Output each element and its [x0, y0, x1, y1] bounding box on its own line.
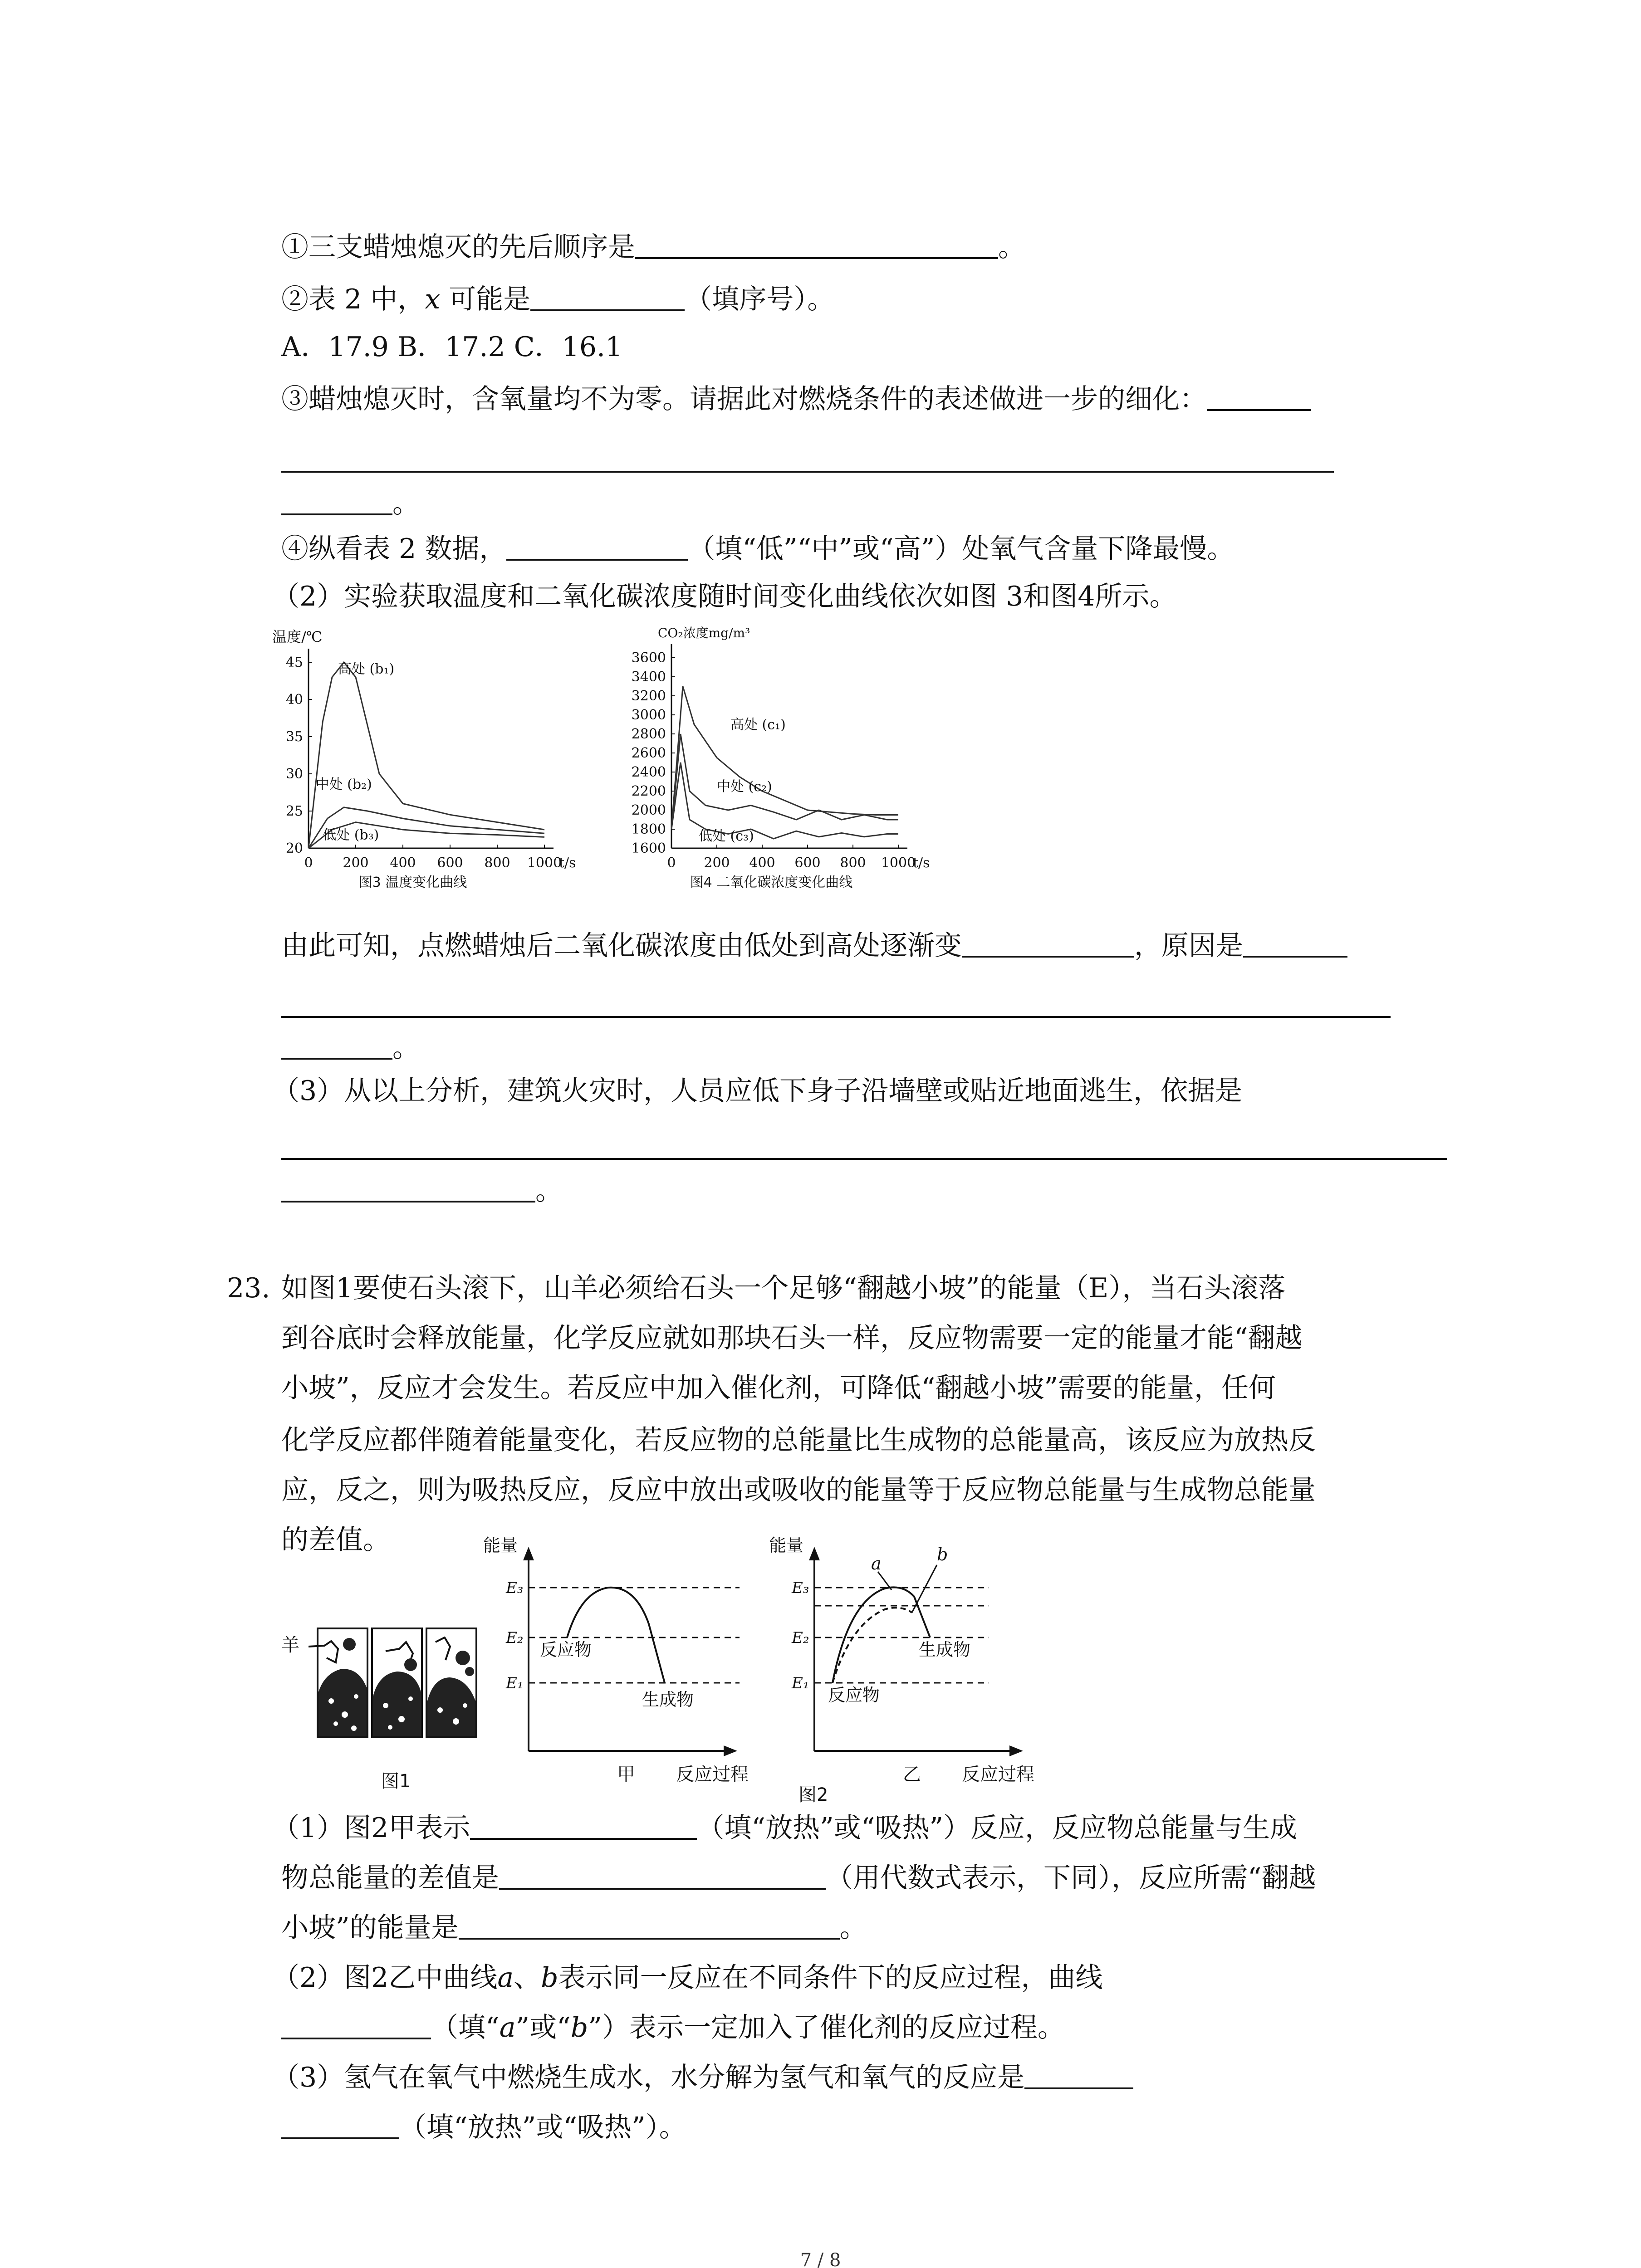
q22-part2-blank-2[interactable]	[1243, 930, 1347, 958]
jia-ylabel: 能量	[483, 1535, 518, 1555]
q22-item1-text: ①三支蜡烛熄灭的先后顺序是	[281, 231, 635, 263]
yi-ylabel: 能量	[769, 1535, 804, 1555]
y-tick-label: 2000	[631, 802, 666, 818]
figure-1	[281, 1624, 490, 1805]
q22-part3-blank-2[interactable]	[281, 1175, 535, 1202]
q22-item4	[281, 531, 1234, 567]
q22-part3-tail	[281, 1173, 563, 1209]
goat-rock-panel-1	[309, 1628, 367, 1737]
x-tick-label: 1000	[881, 855, 916, 871]
jia-e2: E₂	[506, 1629, 524, 1647]
q22-item2-blank[interactable]	[530, 284, 685, 311]
q22-part2-blank-3[interactable]	[281, 1016, 1391, 1018]
y-tick-label: 3600	[631, 650, 666, 666]
q22-item3	[281, 381, 1311, 417]
series-label-3: 低处 (c₃)	[699, 828, 754, 845]
y-tick-label: 20	[285, 841, 303, 856]
x-tick-label: 200	[343, 855, 369, 871]
q23-p1-b: （填“放热”或“吸热”）反应，反应物总能量与生成	[697, 1812, 1298, 1844]
q22-item4-text: ④纵看表 2 数据，	[281, 533, 507, 565]
chart-title: 图4 二氧化碳浓度变化曲线	[690, 875, 853, 890]
q23-p2-blank[interactable]	[281, 2012, 431, 2039]
q23-p1-f: 。	[839, 1912, 867, 1944]
series-label-1: 高处 (b₁)	[338, 661, 395, 677]
goat-rock-panel-2	[372, 1628, 422, 1737]
figure-2-caption: 图2	[798, 1784, 828, 1805]
q22-item1	[281, 229, 1025, 265]
x-tick-label: 1000	[527, 855, 562, 871]
x-tick-label: 0	[667, 855, 676, 871]
q23-p3-a: （3）氢气在氧气中燃烧生成水，水分解为氢气和氧气的反应是	[272, 2062, 1025, 2093]
q22-part2: （2）实验获取温度和二氧化碳浓度随时间变化曲线依次如图 3和图4所示。	[272, 581, 1177, 612]
y-tick-label: 45	[285, 655, 303, 670]
series-label-1: 高处 (c₁)	[730, 717, 786, 733]
x-tick-label: 400	[390, 855, 416, 871]
yi-e3: E₃	[792, 1579, 809, 1597]
q23-p2-c: （填“	[431, 2012, 500, 2043]
q23-p2-a: （2）图2乙中曲线	[272, 1962, 498, 1994]
jia-e1: E₁	[506, 1674, 524, 1692]
y-tick-label: 30	[285, 766, 303, 782]
q23-p1-line1	[272, 1810, 1297, 1846]
q22-item3-blank-3[interactable]	[281, 488, 392, 515]
page-number: 7 / 8	[800, 2250, 841, 2268]
y-tick-label: 25	[285, 803, 303, 819]
x-tick-label: 800	[484, 855, 510, 871]
q22-part3-blank-1[interactable]	[281, 1158, 1447, 1160]
q23-para-6: 的差值。	[281, 1524, 390, 1556]
jia-curve	[567, 1588, 665, 1683]
yi-label-b: b	[937, 1545, 948, 1564]
y-tick-label: 2800	[631, 726, 666, 742]
q22-item2-mid: 可能是	[440, 284, 531, 315]
goat-label: 羊	[281, 1635, 299, 1656]
q23-p1-blank-3[interactable]	[459, 1912, 840, 1940]
y-tick-label: 3200	[631, 688, 666, 704]
jia-label: 甲	[617, 1764, 635, 1785]
yi-label-a: a	[871, 1554, 882, 1574]
q23-p2-line2	[281, 2009, 1065, 2046]
q22-item4-end: （填“低”“中”或“高”）处氧气含量下降最慢。	[688, 533, 1234, 565]
q22-item2-var: x	[425, 284, 441, 315]
q23-p1-a: （1）图2甲表示	[272, 1812, 470, 1844]
q23-p2-c3: ”）表示一定加入了催化剂的反应过程。	[588, 2012, 1065, 2043]
yi-xlabel: 反应过程	[962, 1764, 1034, 1785]
yi-e2: E₂	[792, 1629, 809, 1647]
figure-2	[476, 1533, 1112, 1805]
jia-xlabel: 反应过程	[676, 1764, 749, 1785]
chart-title: 图3 温度变化曲线	[358, 875, 467, 890]
q23-p2-line1	[272, 1960, 1103, 1996]
y-tick-label: 1800	[631, 821, 666, 837]
yi-curve-a	[833, 1587, 930, 1683]
q22-part2-blank-4[interactable]	[281, 1032, 392, 1060]
q22-part2-conclusion	[281, 928, 1347, 964]
q23-p1-blank-2[interactable]	[499, 1862, 826, 1890]
x-axis-label: t/s	[559, 855, 576, 871]
x-tick-label: 800	[840, 855, 866, 871]
y-tick-label: 2600	[631, 745, 666, 761]
y-tick-label: 2400	[631, 764, 666, 780]
co2-chart	[632, 626, 930, 890]
q23-p1-line3	[281, 1910, 867, 1946]
yi-curve-b	[833, 1608, 912, 1683]
x-tick-label: 600	[437, 855, 463, 871]
y-axis-label: 温度/℃	[272, 628, 323, 645]
q22-item1-end: 。	[998, 231, 1025, 263]
q23-p1-line2	[281, 1860, 1316, 1896]
q22-part3-end: 。	[535, 1175, 563, 1207]
q23-para-2: 到谷底时会释放能量，化学反应就如那块石头一样，反应物需要一定的能量才能“翻越	[281, 1322, 1303, 1354]
q22-part3: （3）从以上分析，建筑火灾时，人员应低下身子沿墙壁或贴近地面逃生，依据是	[272, 1075, 1243, 1107]
figure-1-caption: 图1	[381, 1771, 411, 1792]
q22-part2-tail	[281, 1030, 420, 1066]
jia-product: 生成物	[642, 1690, 694, 1710]
q23-p1-d: （用代数式表示，下同），反应所需“翻越	[826, 1862, 1316, 1894]
yi-e1: E₁	[792, 1674, 809, 1692]
q23-p1-c: 物总能量的差值是	[281, 1862, 499, 1894]
q22-item4-blank[interactable]	[506, 533, 688, 561]
q22-item2	[281, 281, 834, 318]
q23-p2-cb: b	[570, 2012, 588, 2043]
q23-p1-blank-1[interactable]	[470, 1813, 697, 1840]
series-label-2: 中处 (b₂)	[315, 776, 372, 792]
yi-product: 生成物	[919, 1640, 971, 1660]
q23-para-4: 化学反应都伴随着能量变化，若反应物的总能量比生成物的总能量高，该反应为放热反	[281, 1424, 1316, 1456]
jia-e3: E₃	[506, 1579, 524, 1597]
temperature-chart	[272, 628, 576, 890]
q23-p2-var-a: a	[497, 1962, 514, 1994]
q22-item1-blank[interactable]	[635, 232, 998, 259]
y-axis-label: CO₂浓度mg/m³	[658, 626, 750, 640]
q23-p2-c2: ”或“	[515, 2012, 571, 2043]
x-tick-label: 600	[794, 855, 821, 871]
q23-para-5: 应，反之，则为吸热反应，反应中放出或吸收的能量等于反应物总能量与生成物总能量	[281, 1474, 1316, 1506]
q22-item3-end: 。	[392, 488, 420, 519]
yi-reactant: 反应物	[828, 1685, 880, 1705]
q22-part2-conclusion-text: 由此可知，点燃蜡烛后二氧化碳浓度由低处到高处逐渐变	[281, 930, 962, 962]
q22-part2-end: 。	[392, 1032, 420, 1064]
energy-diagram-jia	[483, 1535, 749, 1785]
series-line-1	[309, 662, 544, 848]
series-label-3: 低处 (b₃)	[323, 827, 379, 843]
q23-p1-e: 小坡”的能量是	[281, 1912, 459, 1944]
q22-item2-end: （填序号）。	[685, 284, 835, 315]
series-line-1	[671, 686, 898, 829]
q23-p2-ca: a	[499, 2012, 516, 2043]
q23-p3-line1	[272, 2059, 1133, 2096]
q23-p3-line2	[281, 2109, 686, 2146]
x-tick-label: 400	[749, 855, 775, 871]
q22-item3-text: ③蜡烛熄灭时，含氧量均不为零。请据此对燃烧条件的表述做进一步的细化：	[281, 383, 1207, 415]
q23-p3-b: （填“放热”或“吸热”）。	[399, 2112, 686, 2143]
q23-p2-var-b: b	[541, 1962, 558, 1994]
y-tick-label: 35	[285, 729, 303, 745]
y-tick-label: 1600	[631, 841, 666, 856]
series-line-2	[671, 734, 898, 829]
q22-part2-reason: ，原因是	[1134, 930, 1243, 962]
figure-3-4	[259, 617, 930, 930]
q22-options: A．17.9 B．17.2 C．16.1	[281, 331, 623, 363]
y-tick-label: 3000	[631, 707, 666, 723]
y-tick-label: 40	[285, 692, 303, 708]
q23-para-1: 如图1要使石头滚下，山羊必须给石头一个足够“翻越小坡”的能量（E），当石头滚落	[281, 1272, 1286, 1304]
q22-item3-blank-1[interactable]	[1207, 384, 1311, 411]
q23-p3-blank-2[interactable]	[281, 2112, 399, 2139]
x-tick-label: 200	[704, 855, 730, 871]
goat-rock-panel-3	[426, 1628, 476, 1737]
series-label-2: 中处 (c₂)	[717, 779, 772, 795]
q23-p3-blank-1[interactable]	[1024, 2062, 1133, 2089]
x-tick-label: 0	[304, 855, 313, 871]
q22-item3-tail	[281, 485, 420, 522]
q22-part2-blank-1[interactable]	[962, 930, 1134, 958]
y-tick-label: 3400	[631, 669, 666, 685]
q23-number: 23.	[227, 1272, 270, 1304]
q23-para-3: 小坡”，反应才会发生。若反应中加入催化剂，可降低“翻越小坡”需要的能量，任何	[281, 1372, 1276, 1404]
q22-item3-blank-2[interactable]	[281, 471, 1334, 473]
y-tick-label: 2200	[631, 783, 666, 799]
energy-diagram-yi	[769, 1535, 1034, 1785]
q22-item2-text: ②表 2 中，	[281, 284, 425, 315]
q23-p2-b: 表示同一反应在不同条件下的反应过程，曲线	[558, 1962, 1103, 1994]
yi-label: 乙	[903, 1764, 921, 1785]
q23-p2-mid: 、	[514, 1962, 541, 1994]
jia-reactant: 反应物	[540, 1640, 592, 1660]
x-axis-label: t/s	[913, 855, 930, 871]
